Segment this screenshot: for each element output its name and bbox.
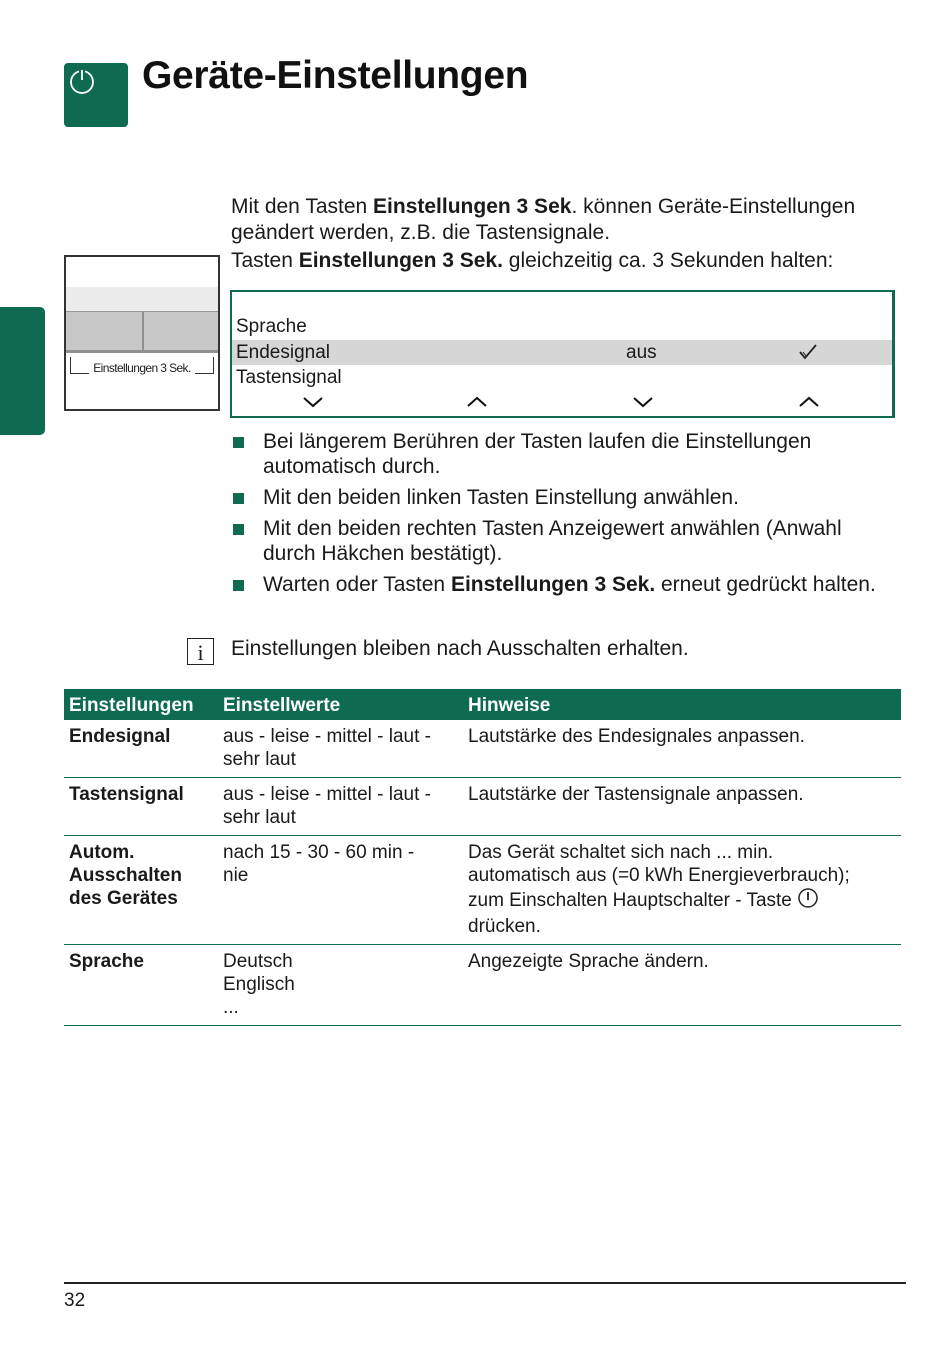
panel-bracket-label: Einstellungen 3 Sek. (66, 361, 218, 375)
setting-name: Tastensignal (64, 778, 218, 836)
chevron-down-icon[interactable] (632, 395, 654, 409)
display-row-value: aus (626, 342, 657, 363)
list-item: Mit den beiden rechten Tasten Anzeigewert anwählen (Anwahl durch Häkchen bestätigt). (231, 516, 891, 566)
intro-text (231, 194, 911, 274)
info-icon: i (187, 638, 214, 665)
list-item: Mit den beiden linken Tasten Einstellung anwählen. (231, 485, 891, 510)
section-icon-box (64, 63, 128, 127)
setting-notes: Lautstärke der Tastensignale anpassen. (463, 778, 901, 836)
display-row-label: Tastensignal (236, 367, 342, 388)
column-header: Einstellungen (64, 689, 218, 720)
list-item: Bei längerem Berühren der Tasten laufen die Einstellungen automatisch durch. (231, 429, 891, 479)
column-header: Einstellwerte (218, 689, 463, 720)
bullet-square-icon (233, 493, 244, 504)
setting-values: nach 15 - 30 - 60 min - nie (218, 836, 463, 945)
bullet-square-icon (233, 524, 244, 535)
column-header: Hinweise (463, 689, 901, 720)
power-icon (68, 67, 96, 95)
setting-values: aus - leise - mittel - laut - sehr laut (218, 720, 463, 778)
display-row-label: Sprache (236, 316, 307, 337)
instruction-list (231, 429, 891, 603)
table-row (64, 720, 901, 778)
display-row-sprache (232, 314, 892, 339)
setting-name: Autom. Ausschalten des Gerätes (64, 836, 218, 945)
chevron-up-icon[interactable] (466, 395, 488, 409)
side-tab-marker (0, 307, 45, 435)
chevron-down-icon[interactable] (302, 395, 324, 409)
intro-paragraph-2: Tasten Einstellungen 3 Sek. gleichzeitig ca. 3 Sekunden halten: (231, 249, 834, 272)
page-title: Geräte-Einstellungen (142, 54, 529, 97)
chevron-up-icon[interactable] (798, 395, 820, 409)
table-header-row (64, 689, 901, 720)
setting-values: aus - leise - mittel - laut - sehr laut (218, 778, 463, 836)
intro-paragraph-1: Mit den Tasten Einstellungen 3 Sek. können Geräte-Einstellungen geändert werden, z.B. die Tastensignale. (231, 195, 856, 244)
page-number: 32 (64, 1290, 86, 1311)
control-panel-illustration (64, 255, 220, 411)
bullet-square-icon (233, 580, 244, 591)
setting-notes: Das Gerät schaltet sich nach ... min. automatisch aus (=0 kWh Energieverbrauch); zum Einschalten Hauptschalter - Taste drücken. (463, 836, 901, 945)
panel-settings-buttons (66, 311, 218, 353)
display-row-endesignal (232, 340, 892, 365)
display-row-tastensignal (232, 365, 892, 390)
display-arrow-row (232, 393, 892, 413)
settings-display (230, 290, 895, 418)
info-text: Einstellungen bleiben nach Ausschalten erhalten. (231, 637, 689, 660)
table-row (64, 778, 901, 836)
setting-name: Endesignal (64, 720, 218, 778)
setting-values: Deutsch Englisch ... (218, 945, 463, 1026)
settings-table (64, 689, 901, 1026)
display-row-label: Endesignal (236, 342, 331, 363)
setting-notes: Lautstärke des Endesignales anpassen. (463, 720, 901, 778)
setting-notes: Angezeigte Sprache ändern. (463, 945, 901, 1026)
table-row (64, 945, 901, 1026)
table-row (64, 836, 901, 945)
panel-display-strip (66, 287, 218, 311)
footer-rule (64, 1282, 906, 1284)
panel-button-divider (142, 312, 144, 350)
bullet-square-icon (233, 437, 244, 448)
power-button-icon (797, 887, 819, 915)
list-item: Warten oder Tasten Einstellungen 3 Sek. erneut gedrückt halten. (231, 572, 891, 597)
setting-name: Sprache (64, 945, 218, 1026)
